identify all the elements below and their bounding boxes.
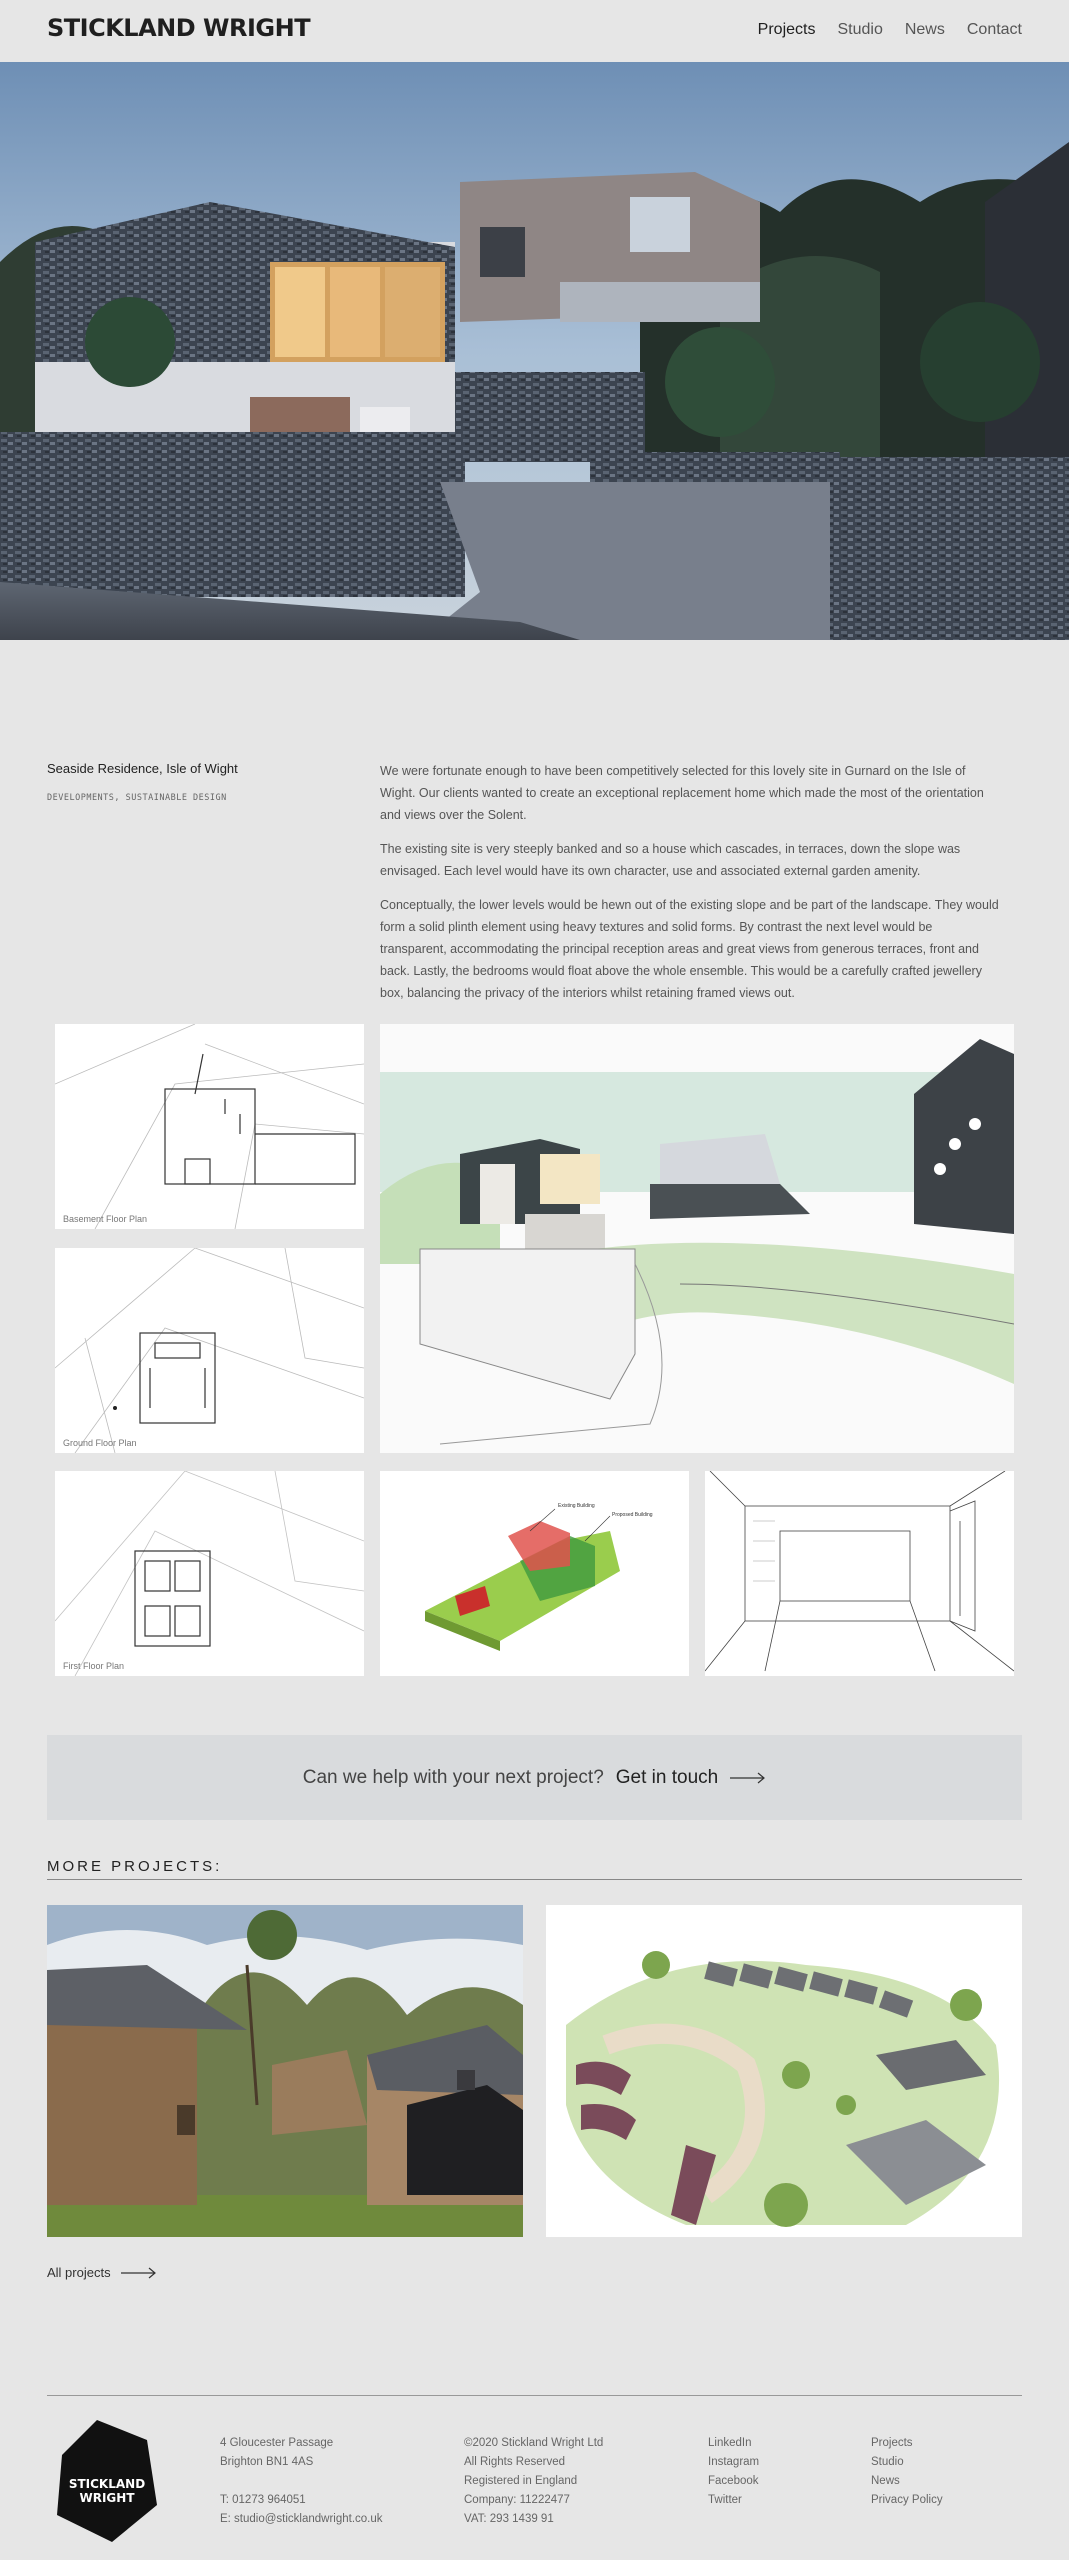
footer-address [220,2434,383,2529]
nav-studio[interactable]: Studio [837,21,883,38]
footer-divider [47,2395,1022,2396]
site-logo[interactable]: STICKLAND WRIGHT [47,14,311,42]
social-instagram[interactable]: Instagram [708,2456,760,2468]
basement-floor-plan-image[interactable] [55,1024,364,1229]
description-paragraph: The existing site is very steeply banked and so a house which cascades, in terraces, down the slope was envisaged. Each level would have its own character, use and associated external garden amenity. [380,842,961,878]
first-floor-plan-image[interactable] [55,1471,364,1676]
ground-floor-plan-image[interactable] [55,1248,364,1453]
nav-projects[interactable]: Projects [757,21,816,38]
social-facebook[interactable]: Facebook [708,2475,759,2487]
interior-sketch-image[interactable] [705,1471,1014,1676]
all-projects-link[interactable] [47,2265,157,2280]
site-header [0,0,1069,62]
company-line: Company: 11222477 [464,2494,570,2506]
all-projects-label: All projects [47,2265,111,2280]
more-projects-heading: MORE PROJECTS: [47,1858,223,1875]
footer-logo-line: WRIGHT [79,2491,135,2505]
project-card-timber-houses[interactable] [47,1905,523,2237]
footer-site-links [871,2434,943,2510]
footer-link-news[interactable]: News [871,2475,900,2487]
footer-logo-line: STICKLAND [68,2477,146,2491]
arrow-right-icon [121,2267,157,2279]
main-nav [758,21,1022,39]
get-in-touch-link[interactable] [616,1767,766,1789]
phone[interactable]: T: 01273 964051 [220,2494,306,2506]
social-twitter[interactable]: Twitter [708,2494,742,2506]
project-tags: DEVELOPMENTS, SUSTAINABLE DESIGN [47,793,227,803]
image-caption: Ground Floor Plan [63,1438,137,1448]
project-description [380,760,1002,1016]
company-line: ©2020 Stickland Wright Ltd [464,2437,604,2449]
nav-news[interactable]: News [904,21,945,38]
address-line: Brighton BN1 4AS [220,2456,314,2468]
hero-image [0,62,1069,640]
diagram-label: Proposed Building [612,1512,653,1518]
get-in-touch-label: Get in touch [615,1766,719,1788]
address-line: 4 Gloucester Passage [220,2437,334,2449]
massing-diagram-image[interactable] [380,1471,689,1676]
description-paragraph: We were fortunate enough to have been competitively selected for this lovely site in Gurnard on the Isle of Wight. Our clients wanted to create an exceptional replacement home which made the most of the orientation and views over the Solent. [380,764,984,822]
social-linkedin[interactable]: LinkedIn [708,2437,752,2449]
footer-social [708,2434,759,2510]
nav-contact[interactable]: Contact [966,21,1022,38]
footer-logo[interactable] [57,2420,157,2542]
illustrated-sketch-image[interactable] [380,1024,1014,1453]
footer-link-studio[interactable]: Studio [871,2456,904,2468]
footer-company [464,2434,603,2529]
company-line: VAT: 293 1439 91 [464,2513,554,2525]
company-line: Registered in England [464,2475,578,2487]
arrow-right-icon [730,1772,766,1784]
image-caption: Basement Floor Plan [63,1214,148,1224]
divider [47,1879,1022,1880]
project-card-masterplan[interactable] [546,1905,1022,2237]
project-title: Seaside Residence, Isle of Wight [47,761,238,776]
footer-link-privacy[interactable]: Privacy Policy [871,2494,943,2506]
diagram-label: Existing Building [558,1503,595,1509]
email[interactable]: E: studio@sticklandwright.co.uk [220,2513,383,2525]
description-paragraph: Conceptually, the lower levels would be hewn out of the existing slope and be part of the landscape. They would form a solid plinth element using heavy textures and solid forms. By contrast the next level would be transparent, accommodating the principal reception areas and great views from generous terraces, front and back. Lastly, the bedrooms would float above the whole ensemble. This would be a carefully crafted jewellery box, balancing the privacy of the interiors whilst retaining framed views out. [380,898,999,1000]
footer-link-projects[interactable]: Projects [871,2437,913,2449]
cta-banner [47,1735,1022,1820]
company-line: All Rights Reserved [464,2456,565,2468]
image-caption: First Floor Plan [63,1661,125,1671]
cta-text: Can we help with your next project? [302,1766,604,1788]
